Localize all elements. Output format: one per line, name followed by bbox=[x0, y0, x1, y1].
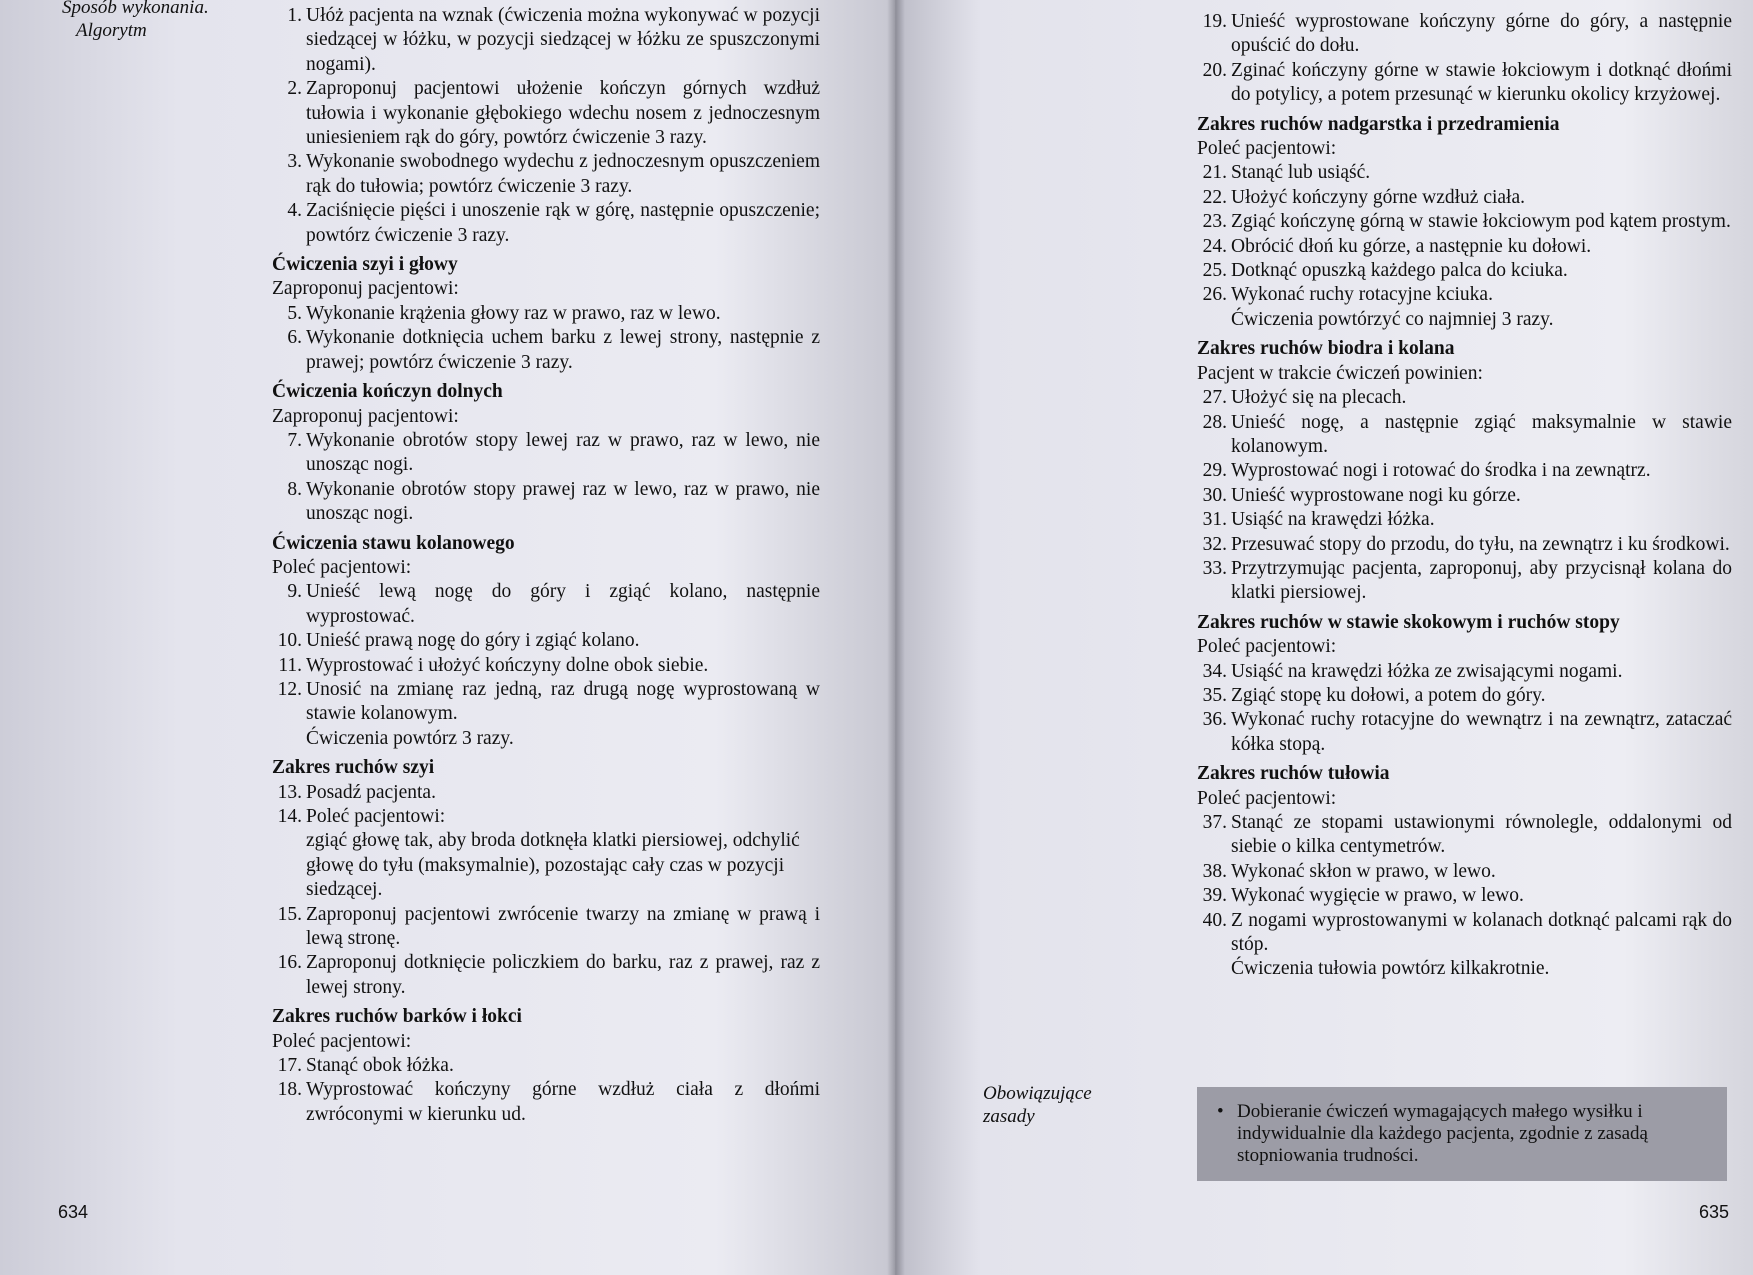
section-intro: Poleć pacjentowi: bbox=[1197, 138, 1337, 160]
margin-label-line: zasady bbox=[983, 1106, 1035, 1127]
margin-label-rules bbox=[983, 1082, 1092, 1128]
item-number: 12. bbox=[277, 678, 302, 700]
item-number: 16. bbox=[277, 952, 302, 974]
book-gutter bbox=[887, 0, 905, 1275]
list-item bbox=[1197, 484, 1732, 508]
list-item bbox=[1197, 684, 1732, 708]
list-item bbox=[272, 429, 820, 478]
list-item bbox=[1197, 708, 1732, 757]
item-number: 37. bbox=[1202, 812, 1227, 833]
item-text: Unieść lewą nogę do góry i zgiąć kolano, następnie wyprostować. bbox=[306, 581, 820, 627]
right-text-column bbox=[1197, 10, 1732, 982]
list-item bbox=[272, 654, 820, 678]
item-number: 25. bbox=[1202, 260, 1227, 282]
item-text: Wykonać wygięcie w prawo, w lewo. bbox=[1231, 885, 1524, 907]
list-item bbox=[272, 1054, 820, 1078]
item-number: 2. bbox=[287, 78, 302, 100]
item-text: Ułóż pacjenta na wznak (ćwiczenia można wykonywać w pozycji siedzącej w łóżku, w pozycji siedzącej w łóżku ze spuszczonymi nogami). bbox=[306, 5, 820, 75]
item-number: 14. bbox=[277, 806, 302, 827]
item-number: 5. bbox=[287, 302, 302, 324]
item-text: Unieść prawą nogę do góry i zgiąć kolano. bbox=[306, 630, 640, 652]
item-number: 36. bbox=[1202, 709, 1227, 731]
item-number: 28. bbox=[1202, 411, 1227, 433]
list-item bbox=[272, 678, 820, 727]
item-text: Zgiąć kończynę górną w stawie łokciowym pod kątem prostym. bbox=[1231, 211, 1731, 233]
section-intro: Zaproponuj pacjentowi: bbox=[272, 278, 459, 300]
section-heading: Ćwiczenia stawu kolanowego bbox=[272, 532, 515, 554]
list-item bbox=[1197, 884, 1732, 908]
item-number: 30. bbox=[1202, 484, 1227, 506]
list-item bbox=[1197, 459, 1732, 483]
item-text: Stanąć ze stopami ustawionymi równolegle, oddalonymi od siebie o kilka centymetrów. bbox=[1231, 812, 1732, 858]
item-text: Wykonanie swobodnego wydechu z jednoczesnym opuszczeniem rąk do tułowia; powtórz ćwiczenie 3 razy. bbox=[306, 151, 820, 197]
section-intro: Poleć pacjentowi: bbox=[272, 1030, 412, 1052]
section-intro: Poleć pacjentowi: bbox=[272, 556, 412, 578]
list-item bbox=[272, 4, 820, 77]
list-item bbox=[1197, 186, 1732, 210]
item-text: Stanąć obok łóżka. bbox=[306, 1055, 454, 1077]
margin-label-line: Obowiązujące bbox=[983, 1083, 1092, 1104]
item-text: Wyprostować i ułożyć kończyny dolne obok siebie. bbox=[306, 654, 709, 676]
item-number: 9. bbox=[287, 581, 302, 603]
list-item bbox=[272, 951, 820, 1000]
section-intro: Zaproponuj pacjentowi: bbox=[272, 405, 459, 427]
item-number: 8. bbox=[287, 478, 302, 500]
item-text: Usiąść na krawędzi łóżka. bbox=[1231, 509, 1435, 531]
item-number: 7. bbox=[287, 429, 302, 451]
list-item bbox=[1197, 860, 1732, 884]
list-item bbox=[272, 580, 820, 629]
list-item bbox=[272, 199, 820, 248]
list-item bbox=[272, 150, 820, 199]
left-text-column bbox=[272, 4, 820, 1127]
item-number: 31. bbox=[1202, 509, 1227, 531]
page-number: 634 bbox=[58, 1202, 89, 1222]
item-number: 6. bbox=[287, 327, 302, 349]
item-number: 34. bbox=[1202, 660, 1227, 682]
item-text: Zaproponuj pacjentowi ułożenie kończyn górnych wzdłuż tułowia i wykonanie głębokiego wdechu nosem z jednoczesnym uniesieniem rąk do góry, powtórz ćwiczenie 3 razy. bbox=[306, 78, 820, 149]
list-item bbox=[1197, 909, 1732, 958]
list-item bbox=[1197, 283, 1732, 307]
section-heading: Zakres ruchów tułowia bbox=[1197, 763, 1390, 785]
list-item bbox=[1197, 259, 1732, 283]
item-text: Ułożyć się na plecach. bbox=[1231, 387, 1407, 409]
section-intro: Pacjent w trakcie ćwiczeń powinien: bbox=[1197, 362, 1483, 384]
list-item bbox=[1197, 508, 1732, 532]
item-text: Ułożyć kończyny górne wzdłuż ciała. bbox=[1231, 186, 1526, 208]
rules-bullet: • Dobieranie ćwiczeń wymagających małego wysiłku i indywidualnie dla każdego pacjenta, zgodnie z zasadą stopniowania trudności. bbox=[1215, 1101, 1709, 1167]
section-heading: Zakres ruchów barków i łokci bbox=[272, 1006, 522, 1028]
list-item bbox=[1197, 386, 1732, 410]
item-number: 3. bbox=[287, 151, 302, 173]
margin-label-line: Algorytm bbox=[76, 20, 147, 41]
repeat-note: Ćwiczenia tułowia powtórz kilkakrotnie. bbox=[1231, 958, 1550, 980]
item-number: 22. bbox=[1202, 186, 1227, 208]
item-text: Wykonać ruchy rotacyjne do wewnątrz i na zewnątrz, zataczać kółka stopą. bbox=[1231, 709, 1732, 755]
item-number: 19. bbox=[1202, 11, 1227, 32]
section-intro: Poleć pacjentowi: bbox=[1197, 787, 1337, 809]
item-number: 15. bbox=[277, 903, 302, 925]
margin-label-procedure bbox=[62, 0, 209, 42]
item-text: Posadź pacjenta. bbox=[306, 781, 436, 803]
section-intro: Poleć pacjentowi: bbox=[1197, 636, 1337, 658]
item-text: Wykonać ruchy rotacyjne kciuka. bbox=[1231, 284, 1493, 306]
list-item bbox=[1197, 557, 1732, 606]
section-heading: Ćwiczenia kończyn dolnych bbox=[272, 381, 503, 403]
item-text: Zaproponuj dotknięcie policzkiem do barku, raz z prawej, raz z lewej strony. bbox=[306, 952, 820, 998]
item-number: 35. bbox=[1202, 684, 1227, 706]
section-heading: Zakres ruchów w stawie skokowym i ruchów stopy bbox=[1197, 611, 1620, 633]
list-item bbox=[1197, 660, 1732, 684]
item-number: 29. bbox=[1202, 460, 1227, 482]
list-item bbox=[272, 781, 820, 805]
item-text: Zaproponuj pacjentowi zwrócenie twarzy na zmianę w prawą i lewą stronę. bbox=[306, 903, 820, 950]
section-heading: Zakres ruchów szyi bbox=[272, 757, 435, 779]
item-number: 10. bbox=[277, 630, 302, 652]
item-text: Unieść wyprostowane nogi ku górze. bbox=[1231, 484, 1521, 506]
list-item bbox=[1197, 161, 1732, 185]
item-text: Dotknąć opuszką każdego palca do kciuka. bbox=[1231, 260, 1568, 282]
item-text: Usiąść na krawędzi łóżka ze zwisającymi nogami. bbox=[1231, 660, 1623, 682]
item-text: Unieść nogę, a następnie zgiąć maksymalnie w stawie kolanowym. bbox=[1231, 411, 1732, 457]
item-text: Stanąć lub usiąść. bbox=[1231, 162, 1371, 184]
item-text: Wyprostować nogi i rotować do środka i na zewnątrz. bbox=[1231, 460, 1651, 482]
item-number: 26. bbox=[1202, 284, 1227, 306]
item-text: Obrócić dłoń ku górze, a następnie ku dołowi. bbox=[1231, 235, 1592, 257]
item-detail: zgiąć głowę tak, aby broda dotknęła klatki piersiowej, odchylić głowę do tyłu (maksymalnie), pozostając cały czas w pozycji siedzącej. bbox=[306, 830, 800, 901]
item-text: Wykonanie obrotów stopy prawej raz w lewo, raz w prawo, nie unosząc nogi. bbox=[306, 478, 820, 525]
item-text: Zaciśnięcie pięści i unoszenie rąk w górę, następnie opuszczenie; powtórz ćwiczenie 3 razy. bbox=[306, 200, 820, 246]
item-text: Unieść wyprostowane kończyny górne do góry, a następnie opuścić do dołu. bbox=[1231, 11, 1732, 57]
page-number: 635 bbox=[1698, 1202, 1729, 1222]
item-text: Unosić na zmianę raz jedną, raz drugą nogę wyprostowaną w stawie kolanowym. bbox=[306, 678, 820, 725]
list-item bbox=[272, 478, 820, 527]
list-item bbox=[272, 302, 820, 326]
item-number: 17. bbox=[277, 1055, 302, 1077]
list-item bbox=[1197, 10, 1732, 59]
item-text: Wyprostować kończyny górne wzdłuż ciała z dłońmi zwróconymi w kierunku ud. bbox=[306, 1079, 820, 1125]
item-number: 24. bbox=[1202, 235, 1227, 257]
item-number: 39. bbox=[1202, 885, 1227, 907]
item-number: 40. bbox=[1202, 909, 1227, 931]
item-text: Zgiąć stopę ku dołowi, a potem do góry. bbox=[1231, 684, 1546, 706]
item-text: Zginać kończyny górne w stawie łokciowym i dotknąć dłońmi do potylicy, a potem przesunąć w kierunku okolicy krzyżowej. bbox=[1231, 59, 1732, 106]
item-number: 13. bbox=[277, 781, 302, 803]
item-text: Z nogami wyprostowanymi w kolanach dotknąć palcami rąk do stóp. bbox=[1231, 909, 1732, 956]
item-number: 33. bbox=[1202, 557, 1227, 579]
item-text: Przesuwać stopy do przodu, do tyłu, na zewnątrz i ku środkowi. bbox=[1231, 533, 1730, 555]
item-number: 18. bbox=[277, 1079, 302, 1101]
repeat-note: Ćwiczenia powtórzyć co najmniej 3 razy. bbox=[1231, 308, 1554, 330]
list-item bbox=[1197, 235, 1732, 259]
item-number: 21. bbox=[1202, 162, 1227, 184]
item-number: 11. bbox=[278, 654, 302, 676]
section-heading: Zakres ruchów nadgarstka i przedramienia bbox=[1197, 113, 1560, 135]
list-item bbox=[272, 1078, 820, 1127]
item-number: 27. bbox=[1202, 387, 1227, 409]
list-item bbox=[1197, 411, 1732, 460]
list-item bbox=[272, 629, 820, 653]
item-number: 38. bbox=[1202, 860, 1227, 882]
section-heading: Ćwiczenia szyi i głowy bbox=[272, 254, 458, 276]
margin-label-line: Sposób wykonania. bbox=[62, 0, 209, 18]
list-item bbox=[1197, 210, 1732, 234]
item-number: 23. bbox=[1202, 211, 1227, 233]
item-number: 4. bbox=[287, 200, 302, 222]
item-text: Poleć pacjentowi: bbox=[306, 806, 446, 827]
list-item bbox=[272, 326, 820, 375]
item-number: 32. bbox=[1202, 533, 1227, 555]
item-text: Wykonać skłon w prawo, w lewo. bbox=[1231, 860, 1496, 882]
repeat-note: Ćwiczenia powtórz 3 razy. bbox=[306, 727, 514, 749]
section-heading: Zakres ruchów biodra i kolana bbox=[1197, 338, 1455, 360]
list-item bbox=[272, 805, 820, 829]
rules-box bbox=[1197, 1087, 1727, 1181]
page-635 bbox=[895, 0, 1753, 1275]
list-item bbox=[1197, 59, 1732, 108]
list-item bbox=[272, 903, 820, 952]
item-number: 20. bbox=[1202, 59, 1227, 81]
list-item bbox=[1197, 533, 1732, 557]
item-text: Wykonanie obrotów stopy lewej raz w prawo, raz w lewo, nie unosząc nogi. bbox=[306, 429, 820, 476]
list-item bbox=[272, 77, 820, 150]
item-text: Wykonanie krążenia głowy raz w prawo, raz w lewo. bbox=[306, 302, 721, 324]
list-item bbox=[1197, 811, 1732, 860]
item-number: 1. bbox=[287, 5, 302, 26]
item-text: Przytrzymując pacjenta, zaproponuj, aby przycisnął kolana do klatki piersiowej. bbox=[1231, 557, 1732, 604]
item-text: Wykonanie dotknięcia uchem barku z lewej strony, następnie z prawej; powtórz ćwiczenie 3 razy. bbox=[306, 327, 820, 373]
